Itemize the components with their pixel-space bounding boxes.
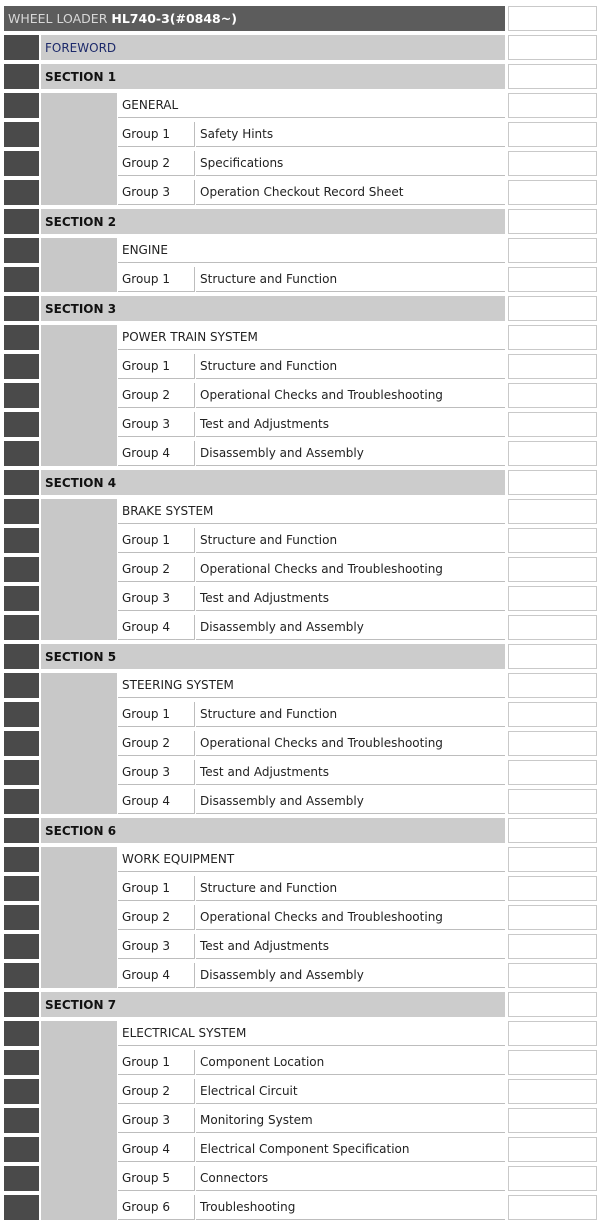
group-link[interactable]: Disassembly and Assembly bbox=[196, 789, 505, 814]
side-cell bbox=[508, 731, 597, 756]
side-cell bbox=[508, 789, 597, 814]
row-marker bbox=[4, 412, 39, 437]
side-cell bbox=[508, 296, 597, 321]
side-cell bbox=[508, 847, 597, 872]
side-cell bbox=[508, 122, 597, 147]
section-row bbox=[0, 468, 610, 497]
group-number: Group 1 bbox=[118, 876, 195, 901]
side-cell bbox=[508, 1021, 597, 1046]
manual-title bbox=[4, 6, 505, 31]
group-number: Group 2 bbox=[118, 905, 195, 930]
group-link[interactable]: Electrical Component Specification bbox=[196, 1137, 505, 1162]
group-link[interactable]: Test and Adjustments bbox=[196, 760, 505, 785]
side-cell bbox=[508, 1050, 597, 1075]
side-cell bbox=[508, 180, 597, 205]
side-cell bbox=[508, 992, 597, 1017]
group-link[interactable]: Operational Checks and Troubleshooting bbox=[196, 905, 505, 930]
group-number: Group 1 bbox=[118, 528, 195, 553]
side-cell bbox=[508, 1108, 597, 1133]
title-model: HL740-3(#0848~) bbox=[111, 11, 237, 26]
group-number: Group 3 bbox=[118, 1108, 195, 1133]
row-marker bbox=[4, 789, 39, 814]
group-link[interactable]: Structure and Function bbox=[196, 528, 505, 553]
row-marker bbox=[4, 238, 39, 263]
row-marker bbox=[4, 354, 39, 379]
group-number: Group 2 bbox=[118, 383, 195, 408]
row-marker bbox=[4, 731, 39, 756]
group-number: Group 3 bbox=[118, 180, 195, 205]
group-link[interactable]: Disassembly and Assembly bbox=[196, 963, 505, 988]
side-cell bbox=[508, 1137, 597, 1162]
side-cell bbox=[508, 1166, 597, 1191]
row-marker bbox=[4, 1079, 39, 1104]
row-marker bbox=[4, 963, 39, 988]
section-topic: ELECTRICAL SYSTEM bbox=[118, 1021, 505, 1046]
header-side-cell bbox=[508, 6, 597, 31]
side-cell bbox=[508, 325, 597, 350]
group-link[interactable]: Operation Checkout Record Sheet bbox=[196, 180, 505, 205]
row-marker bbox=[4, 818, 39, 843]
side-cell bbox=[508, 818, 597, 843]
section-indent-block bbox=[41, 673, 117, 814]
side-cell bbox=[508, 673, 597, 698]
row-marker bbox=[4, 122, 39, 147]
row-marker bbox=[4, 1195, 39, 1220]
group-number: Group 1 bbox=[118, 267, 195, 292]
foreword-row bbox=[0, 33, 610, 62]
group-link[interactable]: Safety Hints bbox=[196, 122, 505, 147]
row-marker bbox=[4, 528, 39, 553]
side-cell bbox=[508, 238, 597, 263]
section-title: SECTION 6 bbox=[41, 818, 505, 843]
section-title: SECTION 1 bbox=[41, 64, 505, 89]
group-link[interactable]: Connectors bbox=[196, 1166, 505, 1191]
side-cell bbox=[508, 644, 597, 669]
group-number: Group 4 bbox=[118, 615, 195, 640]
section-topic: WORK EQUIPMENT bbox=[118, 847, 505, 872]
row-marker bbox=[4, 1021, 39, 1046]
group-link[interactable]: Structure and Function bbox=[196, 354, 505, 379]
group-link[interactable]: Disassembly and Assembly bbox=[196, 615, 505, 640]
row-marker bbox=[4, 1108, 39, 1133]
foreword-link[interactable] bbox=[41, 35, 505, 60]
row-marker bbox=[4, 905, 39, 930]
section-topic: ENGINE bbox=[118, 238, 505, 263]
side-cell bbox=[508, 267, 597, 292]
group-link[interactable]: Operational Checks and Troubleshooting bbox=[196, 557, 505, 582]
side-cell bbox=[508, 93, 597, 118]
group-link[interactable]: Structure and Function bbox=[196, 876, 505, 901]
section-row bbox=[0, 207, 610, 236]
row-marker bbox=[4, 64, 39, 89]
side-cell bbox=[508, 354, 597, 379]
group-link[interactable]: Structure and Function bbox=[196, 702, 505, 727]
row-marker bbox=[4, 35, 39, 60]
side-cell bbox=[508, 412, 597, 437]
side-cell bbox=[508, 1079, 597, 1104]
group-number: Group 1 bbox=[118, 122, 195, 147]
section-title: SECTION 2 bbox=[41, 209, 505, 234]
group-number: Group 5 bbox=[118, 1166, 195, 1191]
group-number: Group 1 bbox=[118, 1050, 195, 1075]
section-row bbox=[0, 642, 610, 671]
section-indent-block bbox=[41, 325, 117, 466]
group-number: Group 1 bbox=[118, 702, 195, 727]
side-cell bbox=[508, 876, 597, 901]
section-topic: STEERING SYSTEM bbox=[118, 673, 505, 698]
section-title: SECTION 4 bbox=[41, 470, 505, 495]
row-marker bbox=[4, 296, 39, 321]
group-link[interactable]: Structure and Function bbox=[196, 267, 505, 292]
group-link[interactable]: Operational Checks and Troubleshooting bbox=[196, 383, 505, 408]
row-marker bbox=[4, 557, 39, 582]
side-cell bbox=[508, 963, 597, 988]
row-marker bbox=[4, 760, 39, 785]
group-number: Group 3 bbox=[118, 934, 195, 959]
group-link[interactable]: Component Location bbox=[196, 1050, 505, 1075]
row-marker bbox=[4, 93, 39, 118]
row-marker bbox=[4, 499, 39, 524]
row-marker bbox=[4, 992, 39, 1017]
side-cell bbox=[508, 383, 597, 408]
side-cell bbox=[508, 1195, 597, 1220]
section-title: SECTION 5 bbox=[41, 644, 505, 669]
side-cell bbox=[508, 905, 597, 930]
side-cell bbox=[508, 702, 597, 727]
row-marker bbox=[4, 151, 39, 176]
row-marker bbox=[4, 644, 39, 669]
section-title: SECTION 3 bbox=[41, 296, 505, 321]
side-cell bbox=[508, 528, 597, 553]
section-indent-block bbox=[41, 1021, 117, 1220]
section-topic: GENERAL bbox=[118, 93, 505, 118]
row-marker bbox=[4, 934, 39, 959]
group-link[interactable]: Troubleshooting bbox=[196, 1195, 505, 1220]
row-marker bbox=[4, 1050, 39, 1075]
side-cell bbox=[508, 499, 597, 524]
group-link[interactable]: Test and Adjustments bbox=[196, 934, 505, 959]
row-marker bbox=[4, 1137, 39, 1162]
group-number: Group 6 bbox=[118, 1195, 195, 1220]
group-number: Group 4 bbox=[118, 789, 195, 814]
side-cell bbox=[508, 64, 597, 89]
group-link[interactable]: Operational Checks and Troubleshooting bbox=[196, 731, 505, 756]
row-marker bbox=[4, 209, 39, 234]
row-marker bbox=[4, 702, 39, 727]
title-prefix: WHEEL LOADER bbox=[8, 11, 108, 26]
group-number: Group 4 bbox=[118, 1137, 195, 1162]
group-number: Group 3 bbox=[118, 760, 195, 785]
side-cell bbox=[508, 760, 597, 785]
header-row bbox=[0, 4, 610, 33]
side-cell bbox=[508, 35, 597, 60]
row-marker bbox=[4, 325, 39, 350]
side-cell bbox=[508, 209, 597, 234]
section-row bbox=[0, 62, 610, 91]
group-link[interactable]: Specifications bbox=[196, 151, 505, 176]
section-topic: POWER TRAIN SYSTEM bbox=[118, 325, 505, 350]
group-number: Group 2 bbox=[118, 1079, 195, 1104]
group-link[interactable]: Disassembly and Assembly bbox=[196, 441, 505, 466]
group-link[interactable]: Monitoring System bbox=[196, 1108, 505, 1133]
row-marker bbox=[4, 470, 39, 495]
group-number: Group 2 bbox=[118, 557, 195, 582]
row-marker bbox=[4, 383, 39, 408]
section-indent-block bbox=[41, 93, 117, 205]
section-row bbox=[0, 294, 610, 323]
row-marker bbox=[4, 267, 39, 292]
side-cell bbox=[508, 151, 597, 176]
group-number: Group 4 bbox=[118, 963, 195, 988]
group-number: Group 2 bbox=[118, 151, 195, 176]
section-row bbox=[0, 816, 610, 845]
group-number: Group 1 bbox=[118, 354, 195, 379]
side-cell bbox=[508, 441, 597, 466]
section-title: SECTION 7 bbox=[41, 992, 505, 1017]
row-marker bbox=[4, 1166, 39, 1191]
row-marker bbox=[4, 673, 39, 698]
group-link[interactable]: Test and Adjustments bbox=[196, 586, 505, 611]
row-marker bbox=[4, 586, 39, 611]
group-link[interactable]: Electrical Circuit bbox=[196, 1079, 505, 1104]
row-marker bbox=[4, 441, 39, 466]
group-number: Group 3 bbox=[118, 412, 195, 437]
row-marker bbox=[4, 180, 39, 205]
section-row bbox=[0, 990, 610, 1019]
section-topic: BRAKE SYSTEM bbox=[118, 499, 505, 524]
section-indent-block bbox=[41, 499, 117, 640]
group-number: Group 3 bbox=[118, 586, 195, 611]
foreword-label: FOREWORD bbox=[45, 40, 117, 55]
section-indent-block bbox=[41, 238, 117, 292]
side-cell bbox=[508, 470, 597, 495]
side-cell bbox=[508, 586, 597, 611]
group-number: Group 4 bbox=[118, 441, 195, 466]
side-cell bbox=[508, 557, 597, 582]
row-marker bbox=[4, 876, 39, 901]
group-link[interactable]: Test and Adjustments bbox=[196, 412, 505, 437]
section-indent-block bbox=[41, 847, 117, 988]
group-number: Group 2 bbox=[118, 731, 195, 756]
side-cell bbox=[508, 615, 597, 640]
row-marker bbox=[4, 615, 39, 640]
side-cell bbox=[508, 934, 597, 959]
row-marker bbox=[4, 847, 39, 872]
